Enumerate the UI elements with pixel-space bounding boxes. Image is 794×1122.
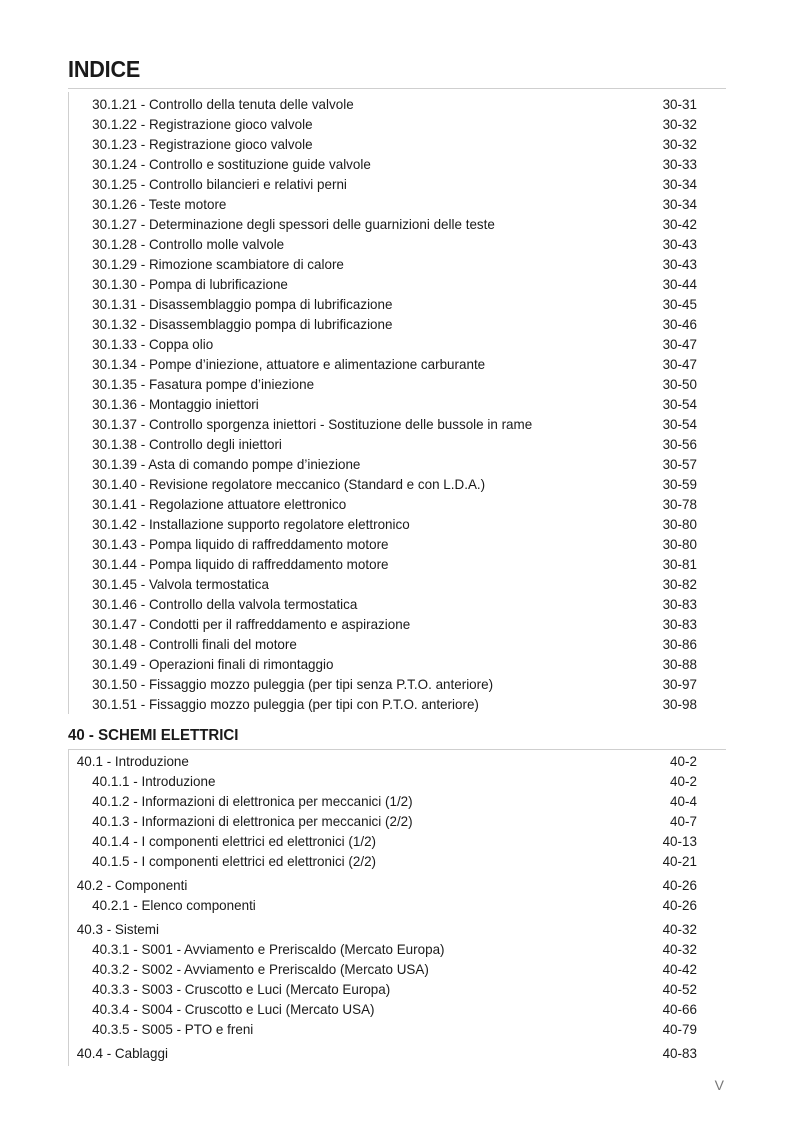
toc-entry[interactable] [0, 514, 762, 534]
toc-entry[interactable] [0, 674, 762, 694]
toc-entry-title: 40.1.4 - I componenti elettrici ed elettronici (1/2) [92, 833, 377, 849]
toc-entry-page: 30-46 [662, 316, 697, 332]
toc-entry[interactable] [0, 194, 762, 214]
toc-entry-title: 40.1.2 - Informazioni di elettronica per meccanici (1/2) [92, 793, 413, 809]
toc-entry-page: 30-59 [662, 476, 697, 492]
toc-entry-page: 30-43 [662, 256, 697, 272]
toc-entry-page: 30-56 [662, 436, 697, 452]
toc-entry[interactable] [0, 771, 762, 791]
toc-entry-title: 30.1.23 - Registrazione gioco valvole [92, 136, 313, 152]
toc-entry-title: 30.1.33 - Coppa olio [92, 336, 214, 352]
toc-entry-title: 30.1.30 - Pompa di lubrificazione [92, 276, 288, 292]
toc-entry-page: 30-47 [662, 356, 697, 372]
toc-entry-page: 30-43 [662, 236, 697, 252]
toc-entry[interactable] [0, 274, 762, 294]
toc-entry-page: 30-83 [662, 596, 697, 612]
toc-entry-title: 40.3.2 - S002 - Avviamento e Preriscaldo (Mercato USA) [92, 961, 429, 977]
toc-entry-title: 40.1 - Introduzione [76, 753, 189, 769]
toc-entry[interactable] [0, 594, 762, 614]
toc-entry-page: 30-97 [662, 676, 697, 692]
toc-entry[interactable] [0, 94, 762, 114]
toc-entry-title: 40.1.3 - Informazioni di elettronica per meccanici (2/2) [92, 813, 413, 829]
toc-entry-title: 40.2.1 - Elenco componenti [92, 897, 256, 913]
toc-entry-page: 30-57 [662, 456, 697, 472]
toc-entry-title: 30.1.28 - Controllo molle valvole [92, 236, 285, 252]
toc-entry-title: 40.3.3 - S003 - Cruscotto e Luci (Mercato Europa) [92, 981, 391, 997]
toc-entry[interactable] [0, 614, 762, 634]
title-divider [68, 88, 726, 89]
toc-entry[interactable] [0, 214, 762, 234]
toc-entry-page: 40-26 [662, 877, 697, 893]
toc-entry-title: 40.1.5 - I componenti elettrici ed elettronici (2/2) [92, 853, 377, 869]
toc-entry-page: 30-44 [662, 276, 697, 292]
toc-entry-page: 30-80 [662, 536, 697, 552]
toc-entry-title: 30.1.22 - Registrazione gioco valvole [92, 116, 313, 132]
toc-entry-page: 30-54 [662, 396, 697, 412]
toc-section[interactable] [0, 1043, 762, 1063]
toc-entry-title: 30.1.34 - Pompe d’iniezione, attuatore e alimentazione carburante [92, 356, 486, 372]
toc-entry-title: 30.1.47 - Condotti per il raffreddamento e aspirazione [92, 616, 411, 632]
toc-entry[interactable] [0, 394, 762, 414]
toc-entry-page: 30-98 [662, 696, 697, 712]
page-title: INDICE [68, 56, 141, 82]
toc-entry[interactable] [0, 454, 762, 474]
toc-entry-page: 30-32 [662, 136, 697, 152]
toc-entry-page: 30-45 [662, 296, 697, 312]
toc-entry-page: 30-31 [662, 96, 697, 112]
toc-entry[interactable] [0, 534, 762, 554]
toc-entry[interactable] [0, 939, 762, 959]
toc-entry-page: 40-26 [662, 897, 697, 913]
toc-entry[interactable] [0, 474, 762, 494]
toc-entry-title: 40.3.4 - S004 - Cruscotto e Luci (Mercato USA) [92, 1001, 375, 1017]
toc-entry-page: 40-66 [662, 1001, 697, 1017]
toc-entry-page: 40-21 [662, 853, 697, 869]
toc-entry-page: 30-33 [662, 156, 697, 172]
toc-entry[interactable] [0, 574, 762, 594]
toc-entry-title: 30.1.38 - Controllo degli iniettori [92, 436, 282, 452]
toc-entry-title: 30.1.27 - Determinazione degli spessori delle guarnizioni delle teste [92, 216, 495, 232]
toc-entry-page: 40-32 [662, 921, 697, 937]
toc-entry-title: 30.1.43 - Pompa liquido di raffreddamento motore [92, 536, 389, 552]
toc-entry-title: 30.1.45 - Valvola termostatica [92, 576, 269, 592]
toc-entry-page: 40-2 [670, 773, 697, 789]
toc-entry-page: 30-54 [662, 416, 697, 432]
toc-entry-page: 40-32 [662, 941, 697, 957]
toc-entry[interactable] [0, 791, 762, 811]
toc-entry-title: 30.1.39 - Asta di comando pompe d’iniezione [92, 456, 361, 472]
toc-entry-title: 40.3.5 - S005 - PTO e freni [92, 1021, 254, 1037]
toc-entry-title: 30.1.41 - Regolazione attuatore elettronico [92, 496, 347, 512]
toc-entry-title: 30.1.44 - Pompa liquido di raffreddamento motore [92, 556, 389, 572]
toc-entry[interactable] [0, 114, 762, 134]
toc-entry-title: 30.1.37 - Controllo sporgenza iniettori - Sostituzione delle bussole in rame [92, 416, 533, 432]
toc-entry[interactable] [0, 831, 762, 851]
toc-entry-title: 30.1.51 - Fissaggio mozzo puleggia (per tipi con P.T.O. anteriore) [92, 696, 479, 712]
toc-entry-page: 30-81 [662, 556, 697, 572]
toc-entry[interactable] [0, 654, 762, 674]
toc-entry[interactable] [0, 174, 762, 194]
toc-entry-title: 30.1.25 - Controllo bilancieri e relativi perni [92, 176, 347, 192]
toc-entry[interactable] [0, 334, 762, 354]
toc-entry-page: 40-2 [670, 753, 697, 769]
toc-entry-page: 40-79 [662, 1021, 697, 1037]
toc-entry[interactable] [0, 434, 762, 454]
toc-entry-page: 30-82 [662, 576, 697, 592]
toc-entry[interactable] [0, 979, 762, 999]
toc-entry-title: 30.1.26 - Teste motore [92, 196, 227, 212]
toc-entry-page: 30-86 [662, 636, 697, 652]
toc-entry-title: 40.2 - Componenti [76, 877, 188, 893]
toc-entry-page: 30-50 [662, 376, 697, 392]
toc-entry[interactable] [0, 895, 762, 915]
toc-entry[interactable] [0, 959, 762, 979]
toc-entry[interactable] [0, 354, 762, 374]
toc-entry-page: 30-78 [662, 496, 697, 512]
toc-entry[interactable] [0, 414, 762, 434]
toc-entry-page: 30-32 [662, 116, 697, 132]
toc-entry-page: 30-34 [662, 176, 697, 192]
chapter-40-divider [68, 749, 726, 750]
toc-entry-page: 30-88 [662, 656, 697, 672]
toc-entry[interactable] [0, 811, 762, 831]
toc-entry-title: 30.1.35 - Fasatura pompe d’iniezione [92, 376, 315, 392]
toc-entry[interactable] [0, 1019, 762, 1039]
toc-section[interactable] [0, 751, 762, 771]
toc-entry-title: 30.1.24 - Controllo e sostituzione guide valvole [92, 156, 371, 172]
toc-entry[interactable] [0, 234, 762, 254]
toc-entry-page: 40-83 [662, 1045, 697, 1061]
toc-entry-page: 40-7 [670, 813, 697, 829]
toc-entry-title: 30.1.36 - Montaggio iniettori [92, 396, 259, 412]
toc-entry[interactable] [0, 999, 762, 1019]
toc-entry-title: 30.1.49 - Operazioni finali di rimontaggio [92, 656, 334, 672]
toc-entry-title: 30.1.48 - Controlli finali del motore [92, 636, 297, 652]
toc-entry-title: 30.1.50 - Fissaggio mozzo puleggia (per tipi senza P.T.O. anteriore) [92, 676, 494, 692]
toc-entry[interactable] [0, 554, 762, 574]
toc-entry-title: 30.1.40 - Revisione regolatore meccanico (Standard e con L.D.A.) [92, 476, 486, 492]
toc-entry[interactable] [0, 634, 762, 654]
toc-entry-page: 30-47 [662, 336, 697, 352]
toc-entry-title: 40.1.1 - Introduzione [92, 773, 216, 789]
toc-entry-title: 30.1.42 - Installazione supporto regolatore elettronico [92, 516, 410, 532]
toc-entry[interactable] [0, 294, 762, 314]
toc-entry-title: 30.1.46 - Controllo della valvola termostatica [92, 596, 358, 612]
toc-group-40 [0, 751, 794, 1063]
toc-entry[interactable] [0, 314, 762, 334]
chapter-40-heading: 40 - SCHEMI ELETTRICI [68, 727, 239, 744]
toc-entry[interactable] [0, 254, 762, 274]
toc-entry-title: 40.3 - Sistemi [76, 921, 159, 937]
toc-entry[interactable] [0, 154, 762, 174]
toc-group-30 [0, 94, 794, 714]
toc-entry-title: 30.1.21 - Controllo della tenuta delle valvole [92, 96, 354, 112]
toc-entry-page: 40-52 [662, 981, 697, 997]
toc-entry[interactable] [0, 851, 762, 871]
page-number: V [714, 1077, 724, 1093]
toc-entry-page: 30-83 [662, 616, 697, 632]
toc-entry-page: 40-13 [662, 833, 697, 849]
toc-section[interactable] [0, 919, 762, 939]
toc-section[interactable] [0, 875, 762, 895]
toc-entry-page: 40-42 [662, 961, 697, 977]
toc-entry-title: 40.3.1 - S001 - Avviamento e Preriscaldo (Mercato Europa) [92, 941, 445, 957]
toc-entry-title: 30.1.32 - Disassemblaggio pompa di lubrificazione [92, 316, 393, 332]
toc-entry-title: 40.4 - Cablaggi [76, 1045, 168, 1061]
toc-entry[interactable] [0, 134, 762, 154]
toc-entry-page: 30-80 [662, 516, 697, 532]
toc-entry-page: 30-34 [662, 196, 697, 212]
toc-entry-page: 30-42 [662, 216, 697, 232]
toc-entry-title: 30.1.31 - Disassemblaggio pompa di lubrificazione [92, 296, 393, 312]
toc-entry[interactable] [0, 694, 762, 714]
toc-entry[interactable] [0, 494, 762, 514]
toc-entry[interactable] [0, 374, 762, 394]
toc-entry-page: 40-4 [670, 793, 697, 809]
toc-entry-title: 30.1.29 - Rimozione scambiatore di calore [92, 256, 344, 272]
